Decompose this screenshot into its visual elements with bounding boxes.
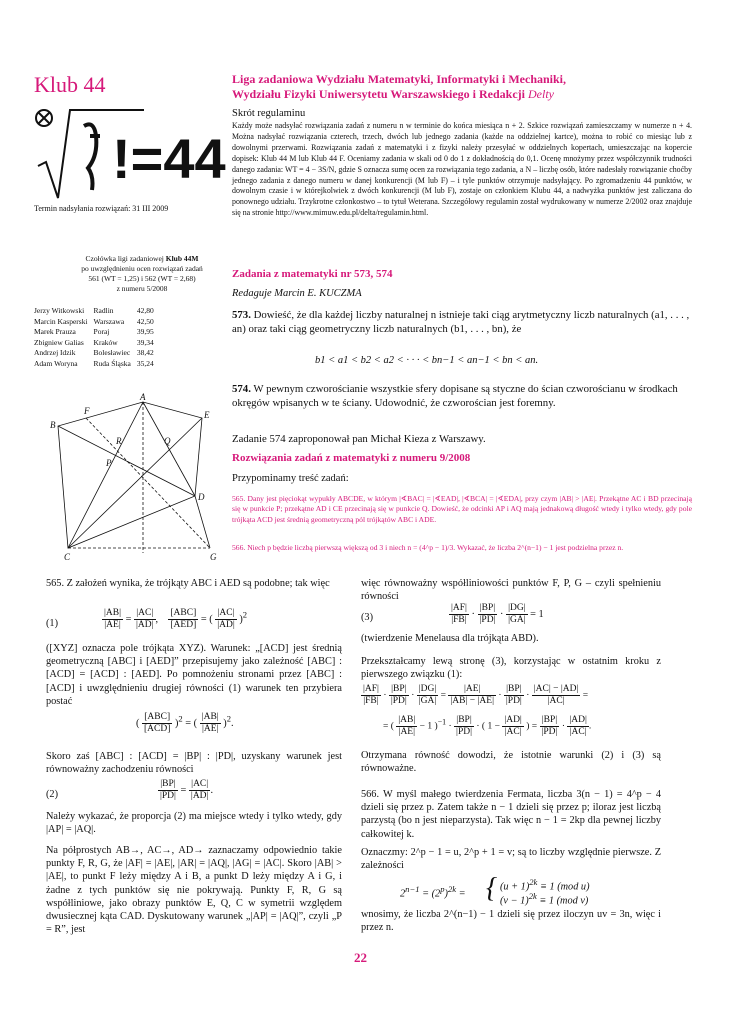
problem-566-statement: 566. Niech p będzie liczbą pierwszą większą od 3 i niech n = (4^p − 1)/3. Wykazać, że liczba 2^(n−1) − 1 jest podzielna przez n. xyxy=(232,543,624,552)
sol565-body2: Skoro zaś [ABC] : [ACD] = |BP| : |PD|, uzyskany warunek jest równoważny zachodzeniu równości xyxy=(46,751,342,776)
sol565-transform: Przekształcamy lewą stronę (3), korzystając w ostatnim kroku z pierwszego związku (1): xyxy=(361,656,661,681)
ranking-name: Andrzej Idzik xyxy=(34,348,76,357)
ranking-row xyxy=(34,317,160,328)
label-P: P xyxy=(106,458,112,468)
sol565-body3: Należy wykazać, że proporcja (2) ma miejsce wtedy i tylko wtedy, gdy |AP| = |AQ|. xyxy=(46,811,342,836)
ranking-city: Ruda Śląska xyxy=(93,358,131,368)
sol566-conclusion: wnosimy, że liczba 2^(n−1) − 1 dzieli się przez iloczyn uv = 3n, więc i przez n. xyxy=(361,909,661,934)
problem-574: 574. W pewnym czworościanie wszystkie sfery dopisane są styczne do ścian czworościanu w środkach okręgów wpisanych w te ściany. Udowodnić, że czworościan jest foremny. xyxy=(232,383,678,410)
deadline: Termin nadsyłania rozwiązań: 31 III 2009 xyxy=(34,204,169,213)
sol565-body1: ([XYZ] oznacza pole trójkąta XYZ). Warunek: „[ACD] jest średnią geometryczną [ABC] i [AED]” przepisujemy jako zależność [ABC] : [ACD] = [ACD] : [AED]. Po pomnożeniu stronami przez [ABC] : [ACD] i uwzględnieniu drugiej równości (1) warunek ten przybiera postać xyxy=(46,643,342,707)
club-logo xyxy=(34,106,232,201)
sol565-conclusion: Otrzymana równość dowodzi, że istotnie warunki (2) i (3) są równoważne. xyxy=(361,750,661,775)
sol565-eq-cond: ( $\frac{\text{[ABC]}}{\text{[ACD]}}$ )$^2$ = ( $\frac{|AB|}{|AE|}$ )$^2$. xyxy=(136,712,234,734)
problem-574-author: Zadanie 574 zaproponował pan Michał Kieza z Warszawy. xyxy=(232,433,486,445)
label-C: C xyxy=(64,552,71,562)
sol565-cont: więc równoważny współliniowości punktów F, P, G – czyli spełnieniu równości xyxy=(361,578,661,603)
ranking-city: Radlin xyxy=(93,306,114,315)
label-G: G xyxy=(210,552,217,562)
label-B: B xyxy=(50,420,56,430)
ranking-name: Marek Prauza xyxy=(34,327,76,336)
label-R: R xyxy=(116,436,122,446)
sol565-derivation: $\frac{|AF|}{|FB|}$ · $\frac{|BP|}{|PD|}$ · $\frac{|DG|}{|GA|}$ = $\frac{|AE|}{|AB| - |AE|}$ · $\frac{|BP|}{|PD|}$ · $\frac{|AC| - |AD|}{|AC|}$ = = ( $\frac{|AB|}{|AE|}$ − 1 )$^{-1}$ · $\frac{|BP|}{|PD|}$ · ( 1 − $\frac{|AD|}{|AC|}$ ) = $\frac{|BP|}{|PD|}$ · $\frac{|AD|}{|AC|}$ . xyxy=(363,684,592,737)
problem-573: 573. Dowieść, że dla każdej liczby naturalnej n istnieje taki ciąg arytmetyczny liczb naturalnych (a1, . . . , an) oraz taki ciąg geometryczny liczb naturalnych (b1, . . . , bn), że xyxy=(232,309,690,336)
sol565-eq3: (3) $\frac{|AF|}{|FB|}$ · $\frac{|BP|}{|PD|}$ · $\frac{|DG|}{|GA|}$ = 1 xyxy=(361,603,544,625)
ranking-name: Marcin Kasperski xyxy=(34,316,88,326)
label-E: E xyxy=(204,410,210,420)
label-Q: Q xyxy=(164,436,171,446)
ranking-score: 39,95 xyxy=(136,327,154,336)
regulations-heading: Skrót regulaminu xyxy=(232,108,306,119)
label-F: F xyxy=(84,406,90,416)
label-D: D xyxy=(198,492,205,502)
sol565-eq1: (1) $\frac{|AB|}{|AE|}$ = $\frac{|AC|}{|AD|}$ , $\frac{\text{[ABC]}}{\text{[AED]}}$ = ( $\frac{|AC|}{|AD|}$ )$^2$ xyxy=(46,608,248,630)
sol565-menelaus: (twierdzenie Menelausa dla trójkąta ABD). xyxy=(361,633,539,644)
ranking-name: Jerzy Witkowski xyxy=(34,306,85,315)
ranking-score: 39,34 xyxy=(136,337,154,347)
ranking-score: 42,80 xyxy=(136,306,154,315)
solutions-heading: Rozwiązania zadań z matematyki z numeru 9/2008 xyxy=(232,452,471,464)
ranking-name: Zbigniew Galias xyxy=(34,337,84,347)
league-header: Liga zadaniowa Wydziału Matematyki, Informatyki i Mechaniki, Wydziału Fizyki Uniwersytetu Warszawskiego i Redakcji Delty xyxy=(232,72,567,101)
editor: Redaguje Marcin E. KUCZMA xyxy=(232,288,362,299)
ranking-score: 38,42 xyxy=(136,348,154,357)
sol565-eq2: (2) $\frac{|BP|}{|PD|}$ = $\frac{|AC|}{|AD|}$ . xyxy=(46,779,214,801)
ranking-city: Warszawa xyxy=(93,316,125,326)
sol565-body4: Na półprostych AB→, AC→, AD→ zaznaczamy odpowiednio takie punkty F, R, G, że |AF| = |AE|, |AR| = |AQ|, |AG| = |AC|. Skoro |AB| > |AE|, to punkt F leży między A i B, a punkt D leży między A i G, i żadne z tych punktów się nie pokrywają. Punkty F, R, G są współliniowe, jako obrazy punktów E, Q, C w symetrii względem dwusiecznej kąta CAD. Dyskutowany warunek „|AP| = |AQ|”, czyli „P = R”, jest xyxy=(46,845,342,936)
club-title: Klub 44 xyxy=(34,72,106,97)
ranking-name: Adam Woryna xyxy=(34,358,78,368)
ranking-city: Kraków xyxy=(93,337,118,347)
problems-heading: Zadania z matematyki nr 573, 574 xyxy=(232,268,393,280)
sol566-equation: $2^{n-1} = (2^p)^{2k}$ = { $(u + 1)^{2k} \equiv 1$ (mod u) $(v - 1)^{2k} \equiv 1$ (mod v) xyxy=(400,873,590,907)
ranking-row xyxy=(34,327,160,338)
ranking-score: 42,50 xyxy=(136,316,154,326)
pentagon-figure xyxy=(40,388,230,572)
label-A: A xyxy=(140,392,146,402)
page-number: 22 xyxy=(354,950,367,965)
logo-text: !=44 xyxy=(112,127,226,190)
regulations-body: Każdy może nadsyłać rozwiązania zadań z numeru n w terminie do końca miesiąca n + 2. Szkice rozwiązań zamieszczamy w numerze n + 4. Można nadsyłać rozwiązania czterech, trzech, dwóch lub jednego zadania (każde na oddzielnej kartce), można to robić co miesiąc lub z dowolnymi przerwami. Rozwiązania zadań z matematyki i z fizyki należy przesyłać w oddzielnych kopertach, umieszczając na kopercie dopisek: Klub 44 M lub Klub 44 F. Oceniamy zadania w skali od 0 do 1 z dokładnością do 0,1. Ocenę mnożymy przez współczynnik trudności danego zadania: WT = 4 − 3S/N, gdzie S oznacza sumę ocen za rozwiązania tego zadania, a N – liczbę osób, które nadesłały rozwiązanie choćby jednego zadania z danego numeru w danej konkurencji (M lub F) – i tyle punktów otrzymuje nadsyłający. Po zgromadzeniu 44 punktów, w dowolnym czasie i w którejkolwiek z dwóch konkurencji (M lub F), zostaje on członkiem Klubu 44, a nadwyżka punktów jest zaliczana do ponownego udziału. Trzykrotne członkostwo – to tytuł Weterana. Szczegółowy regulamin został wydrukowany w numerze 2/2002 oraz znajduje się na stronie http://www.mimuw.edu.pl/delta/regulamin.html. xyxy=(232,121,692,218)
ranking-table xyxy=(34,306,160,369)
reminder: Przypominamy treść zadań: xyxy=(232,473,349,484)
ranking-row xyxy=(34,338,160,349)
ranking-intro: Czołówka ligi zadaniowej Klub 44M po uwzględnieniu ocen rozwiązań zadań 561 (WT = 1,25) i 562 (WT = 2,68) z numeru 5/2008 xyxy=(81,254,203,293)
problem-565-statement: 565. Dany jest pięciokąt wypukły ABCDE, w którym |∢BAC| = |∢EAD|, |∢BCA| = |∢EDA|, przy czym |AB| > |AE|. Przekątne AC i BD przecinają się w punkcie P; przekątne AD i CE przecinają się w punkcie Q. Dowieść, że odcinki AP i AQ mają jednakową długość wtedy i tylko wtedy, gdy pole trójkąta ACD jest średnią geometryczną pól trójkątów ABC i ADE. xyxy=(232,494,692,524)
ranking-city: Poraj xyxy=(93,327,110,336)
problem-573-inequality: b1 < a1 < b2 < a2 < · · · < bn−1 < an−1 < bn < an. xyxy=(315,355,539,366)
ranking-score: 35,24 xyxy=(136,358,154,368)
ranking-row xyxy=(34,348,160,359)
ranking-row xyxy=(34,359,160,370)
sol566-body2: Oznaczmy: 2^p − 1 = u, 2^p + 1 = v; są to liczby względnie pierwsze. Z zależności xyxy=(361,847,661,872)
sol565-intro: 565. Z założeń wynika, że trójkąty ABC i AED są podobne; tak więc xyxy=(46,578,330,589)
ranking-city: Bolesławiec xyxy=(93,348,131,357)
sol566-body1: 566. W myśl małego twierdzenia Fermata, liczba 3(n − 1) = 4^p − 4 dzieli się przez p. Zatem także n − 1 dzieli się przez p; iloraz jest liczbą parzystą (bo n jest nieparzysta). Tak więc n − 1 = 2kp dla pewnej liczby całkowitej k. xyxy=(361,789,661,840)
ranking-row xyxy=(34,306,160,317)
